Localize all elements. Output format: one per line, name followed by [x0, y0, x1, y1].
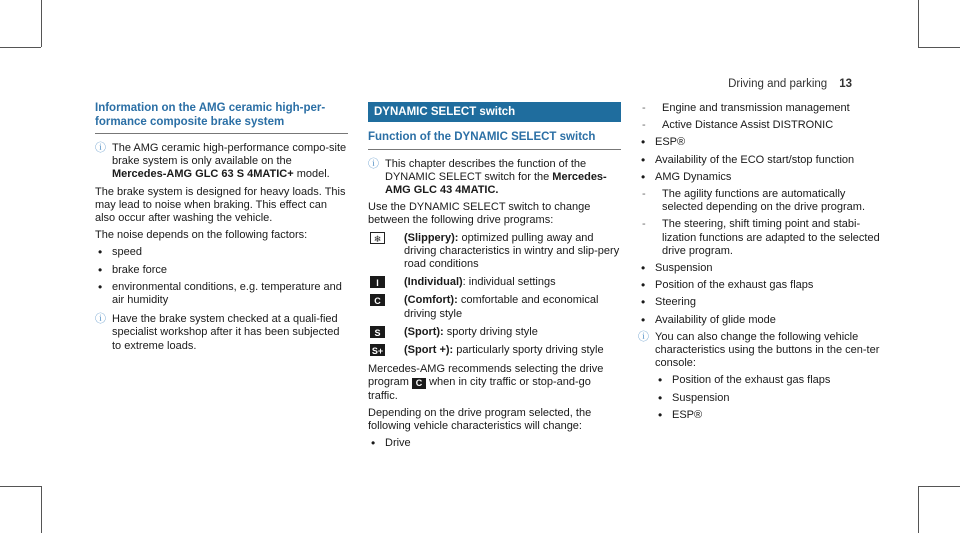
program-desc: comfortable and economical driving style: [404, 294, 599, 320]
sub-list-item: - Active Distance Assist DISTRONIC: [642, 119, 834, 132]
sub-list-item: - The steering, shift timing point and stabi-lization functions are adapted to the selected drive program.: [642, 218, 880, 257]
slippery-icon: ❄: [370, 232, 385, 244]
paragraph: The noise depends on the following factors:: [95, 229, 308, 242]
crop-mark: [918, 47, 960, 48]
drive-program-sport-plus: [368, 344, 621, 357]
page-number: 13: [839, 78, 852, 90]
crop-mark: [41, 0, 42, 47]
paragraph: Depending on the drive program selected, the following vehicle characteristics will change:: [368, 406, 592, 432]
program-desc: sporty driving style: [443, 325, 538, 338]
list-item: • Steering: [638, 296, 888, 309]
info-icon: ⓘ: [95, 313, 106, 326]
list-item: • AMG Dynamics: [638, 171, 888, 184]
column-brake-info: [95, 102, 348, 357]
section-title: Driving and parking: [728, 78, 828, 90]
note: [95, 142, 348, 182]
section-bar: DYNAMIC SELECT switch: [368, 102, 621, 122]
list-item: • environmental conditions, e.g. temperature and air humidity: [95, 281, 348, 307]
program-name: (Comfort):: [404, 294, 458, 307]
list-item: • ESP®: [655, 409, 888, 422]
program-desc: particularly sporty driving style: [453, 343, 604, 356]
note-text: You can also change the following vehicle characteristics using the buttons in the cen-ter console:: [655, 330, 880, 370]
note: [638, 331, 888, 371]
note-text: Have the brake system checked at a quali-fied specialist workshop after it has been subjected to extreme loads.: [112, 313, 340, 352]
note-text: model.: [293, 168, 330, 181]
column-dynamic-select: [368, 102, 621, 454]
program-name: (Slippery):: [404, 231, 459, 244]
model-name: Mercedes-AMG GLC 43 4MATIC.: [385, 170, 607, 196]
note: [95, 313, 348, 353]
list-item: • Drive: [368, 437, 621, 450]
text: when in city traffic or stop-and-go traffic.: [368, 376, 591, 402]
list-item: • speed: [95, 246, 348, 259]
crop-mark: [918, 486, 960, 487]
divider: [95, 133, 348, 134]
paragraph: Use the DYNAMIC SELECT switch to change between the following drive programs:: [368, 201, 591, 227]
list-item: • Position of the exhaust gas flaps: [638, 279, 888, 292]
text: Mercedes-AMG recommends selecting the drive program: [368, 363, 604, 389]
divider: [368, 149, 621, 150]
crop-mark: [918, 486, 919, 533]
program-desc: : individual settings: [462, 276, 556, 289]
comfort-icon: C: [370, 294, 385, 306]
note-text: This chapter describes the function of the DYNAMIC SELECT switch for the: [385, 157, 587, 183]
sport-icon: S: [370, 326, 385, 338]
list-item: • Availability of glide mode: [638, 314, 888, 327]
program-name: (Sport):: [404, 325, 444, 338]
individual-icon: I: [370, 276, 385, 288]
section-heading: Function of the DYNAMIC SELECT switch: [368, 131, 596, 143]
crop-mark: [0, 47, 41, 48]
sub-list-item: - Engine and transmission management: [642, 102, 850, 114]
list-item: • Position of the exhaust gas flaps: [655, 374, 888, 387]
info-icon: ⓘ: [95, 142, 106, 154]
drive-program-sport: [368, 326, 621, 339]
drive-program-individual: [368, 276, 621, 289]
drive-program-slippery: [368, 232, 621, 272]
list-item: • Availability of the ECO start/stop function: [638, 154, 888, 167]
paragraph: The brake system is designed for heavy loads. This may lead to noise when braking. This effect can also occur after washing the vehicle.: [95, 185, 346, 225]
note-text: The AMG ceramic high-performance compo-site brake system is only available on the: [112, 142, 347, 168]
note-list: [655, 374, 888, 422]
list-item: • ESP®: [638, 136, 888, 149]
sport-plus-icon: S+: [371, 345, 384, 356]
note: [368, 158, 621, 198]
list-item: • brake force: [95, 264, 348, 277]
column-characteristics: [638, 102, 888, 426]
crop-mark: [41, 486, 42, 533]
list-item: • Suspension: [655, 392, 888, 405]
comfort-icon: C: [412, 378, 426, 389]
program-name: (Sport +):: [404, 343, 454, 356]
sub-list-item: - The agility functions are automatically selected depending on the drive program.: [642, 188, 866, 214]
program-desc: optimized pulling away and driving characteristics in wintry and slip-pery road conditions: [404, 231, 620, 270]
paragraph: [368, 363, 621, 403]
info-icon: ⓘ: [368, 157, 379, 170]
program-name: (Individual): [404, 276, 463, 289]
crop-mark: [0, 486, 41, 487]
page-header: [728, 78, 852, 90]
info-icon: ⓘ: [638, 330, 649, 343]
model-name: Mercedes-AMG GLC 63 S 4MATIC+: [112, 168, 294, 181]
section-heading: Information on the AMG ceramic high-per-formance composite brake system: [95, 102, 326, 128]
list-item: • Suspension: [638, 262, 888, 275]
drive-program-comfort: [368, 294, 621, 320]
crop-mark: [918, 0, 919, 47]
